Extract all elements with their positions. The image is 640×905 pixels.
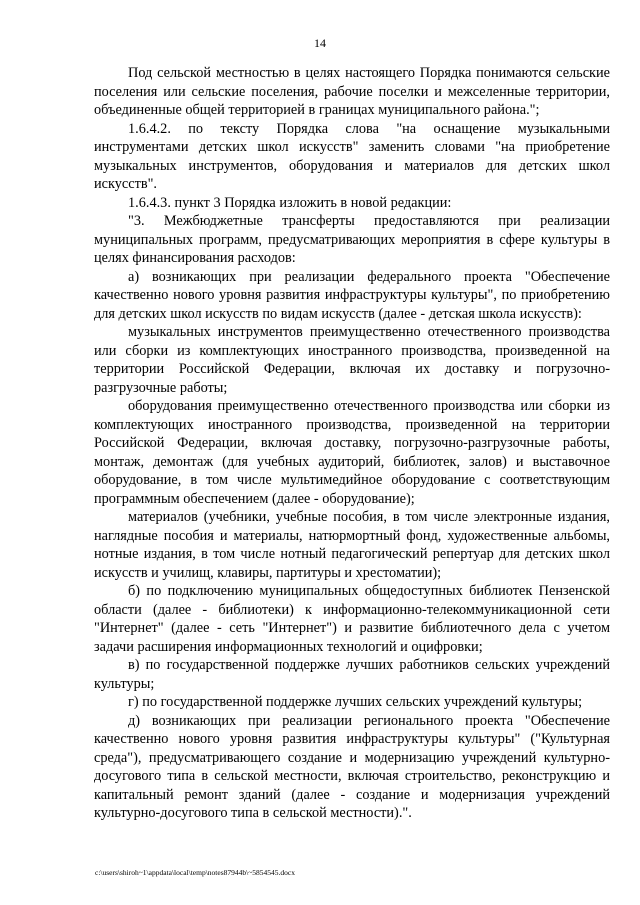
paragraph-equipment: оборудования преимущественно отечественного производства или сборки из комплектующих иностранного производства, произведенной на территории Российской Федерации, включая доставку, погрузочно-разгрузочные работы, монтаж, демонтаж (для учебных аудиторий, библиотек, залов) и выставочное оборудование, в том числе мультимедийное оборудование с соответствующим программным обеспечением (далее - оборудование); <box>94 398 610 507</box>
paragraph-1-6-4-2: 1.6.4.2. по тексту Порядка слова "на оснащение музыкальными инструментами детских школ искусств" заменить словами "на приобретение музыкальных инструментов, оборудования и материалов для детских школ искусств". <box>94 120 610 192</box>
paragraph-rural-definition: Под сельской местностью в целях настоящего Порядка понимаются сельские поселения или сельские поселения, рабочие поселки и межселенные территории, объединенные общей территорией в границах муниципального района."; <box>94 65 610 118</box>
paragraph-subitem-d: д) возникающих при реализации регионального проекта "Обеспечение качественно нового уровня развития инфраструктуры культуры" ("Культурная среда"), предусматривающего создание и модернизацию учреждений культурно-досугового типа в сельской местности, включая строительство, реконструкцию и капитальный ремонт зданий (далее - создание и модернизация учреждений культурно-досугового типа в сельской местности).". <box>94 712 610 821</box>
page-number: 14 <box>314 36 326 50</box>
paragraph-1-6-4-3: 1.6.4.3. пункт 3 Порядка изложить в новой редакции: <box>128 194 452 211</box>
document-body <box>94 64 610 823</box>
paragraph-musical-instruments: музыкальных инструментов преимущественно отечественного производства или сборки из комплектующих иностранного производства, произведенной на территории Российской Федерации, включая их доставку и погрузочно-разгрузочные работы; <box>94 324 610 396</box>
paragraph-materials: материалов (учебники, учебные пособия, в том числе электронные издания, наглядные пособия и материалы, натюрмортный фонд, художественные альбомы, нотные издания, в том числе нотный педагогический репертуар для детских школ искусств и училищ, клавиры, партитуры и хрестоматии); <box>94 509 610 581</box>
paragraph-item-3: "3. Межбюджетные трансферты предоставляются при реализации муниципальных программ, предусматривающих мероприятия в сфере культуры в целях финансирования расходов: <box>94 213 610 266</box>
paragraph-subitem-v: в) по государственной поддержке лучших работников сельских учреждений культуры; <box>94 657 610 692</box>
footer-file-path: c:\users\shiroh~1\appdata\local\temp\notes87944b\~5854545.docx <box>95 868 295 877</box>
paragraph-subitem-g: г) по государственной поддержке лучших сельских учреждений культуры; <box>128 694 583 710</box>
paragraph-subitem-a: а) возникающих при реализации федерального проекта "Обеспечение качественно нового уровня развития инфраструктуры культуры", по приобретению для детских школ искусств по видам искусств (далее - детская школа искусств): <box>94 268 610 322</box>
paragraph-subitem-b: б) по подключению муниципальных общедоступных библиотек Пензенской области (далее - библиотеки) к информационно-телекоммуникационной сети "Интернет" (далее - сеть "Интернет") и развитие библиотечного дела с учетом задачи расширения информационных технологий и оцифровки; <box>94 583 610 655</box>
